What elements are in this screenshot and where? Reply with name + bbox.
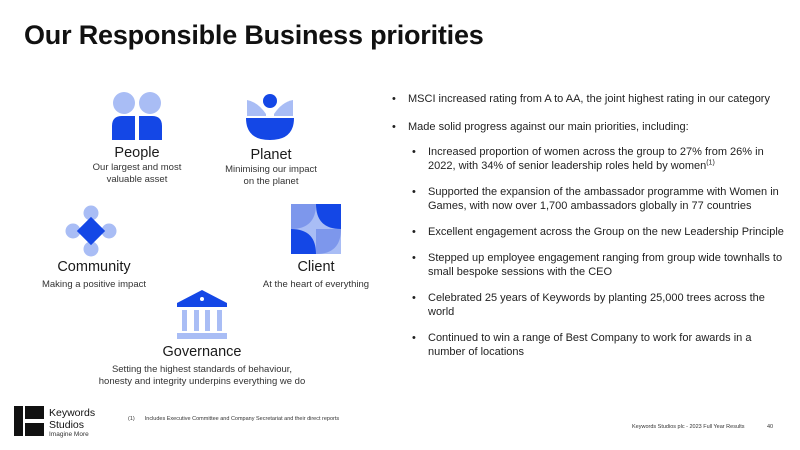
people-icon [110,92,164,142]
sub-bullet-ambassadors: • Supported the expansion of the ambassador programme with Women in Games, with now over 1,700 ambassadors globally in 77 countries [392,185,788,213]
footer-source: Keywords Studios plc - 2023 Full Year Results [632,424,745,430]
sub-bullet-women: • Increased proportion of women across the group to 27% from 26% in 2022, with 34% of senior leadership roles held by women$^{(1)}$ [392,145,788,173]
footnote-ref: (1) [706,159,715,167]
sub-bullet-awards: • Continued to win a range of Best Company to work for awards in a number of locations [392,331,788,359]
planet-description: Minimising our impact on the planet [225,164,317,187]
bank-icon [176,289,228,341]
highlights-list [392,92,788,359]
company-wordmark: Keywords Studios [49,407,96,431]
sub-bullet-leadership: • Excellent engagement across the Group on the new Leadership Principle [392,225,788,239]
bullet-progress: • Made solid progress against our main priorities, including: [392,120,788,134]
governance-description: Setting the highest standards of behaviour, honesty and integrity underpins everything we do [98,364,306,387]
community-title: Community [57,259,131,275]
client-icon [291,204,341,254]
planet-title: Planet [250,147,292,163]
people-description: Our largest and most valuable asset [92,162,182,185]
company-tagline: Imagine More [49,431,89,438]
plant-icon [244,92,296,142]
community-description: Making a positive impact [41,279,147,290]
governance-title: Governance [162,344,242,360]
sub-bullet-engagement: • Stepped up employee engagement ranging from group wide townhalls to small bespoke sessions with the CEO [392,251,788,279]
community-icon [65,205,117,257]
keywords-logo-icon [14,406,44,436]
page-title: Our Responsible Business priorities [24,20,484,50]
bullet-msci: • MSCI increased rating from A to AA, the joint highest rating in our category [392,92,788,106]
people-title: People [114,145,160,161]
client-description: At the heart of everything [262,279,370,290]
sub-bullet-trees: • Celebrated 25 years of Keywords by planting 25,000 trees across the world [392,291,788,319]
footnote: (1) Includes Executive Committee and Company Secretariat and their direct reports [128,416,340,422]
client-title: Client [297,259,335,275]
page-number: 40 [767,424,774,430]
